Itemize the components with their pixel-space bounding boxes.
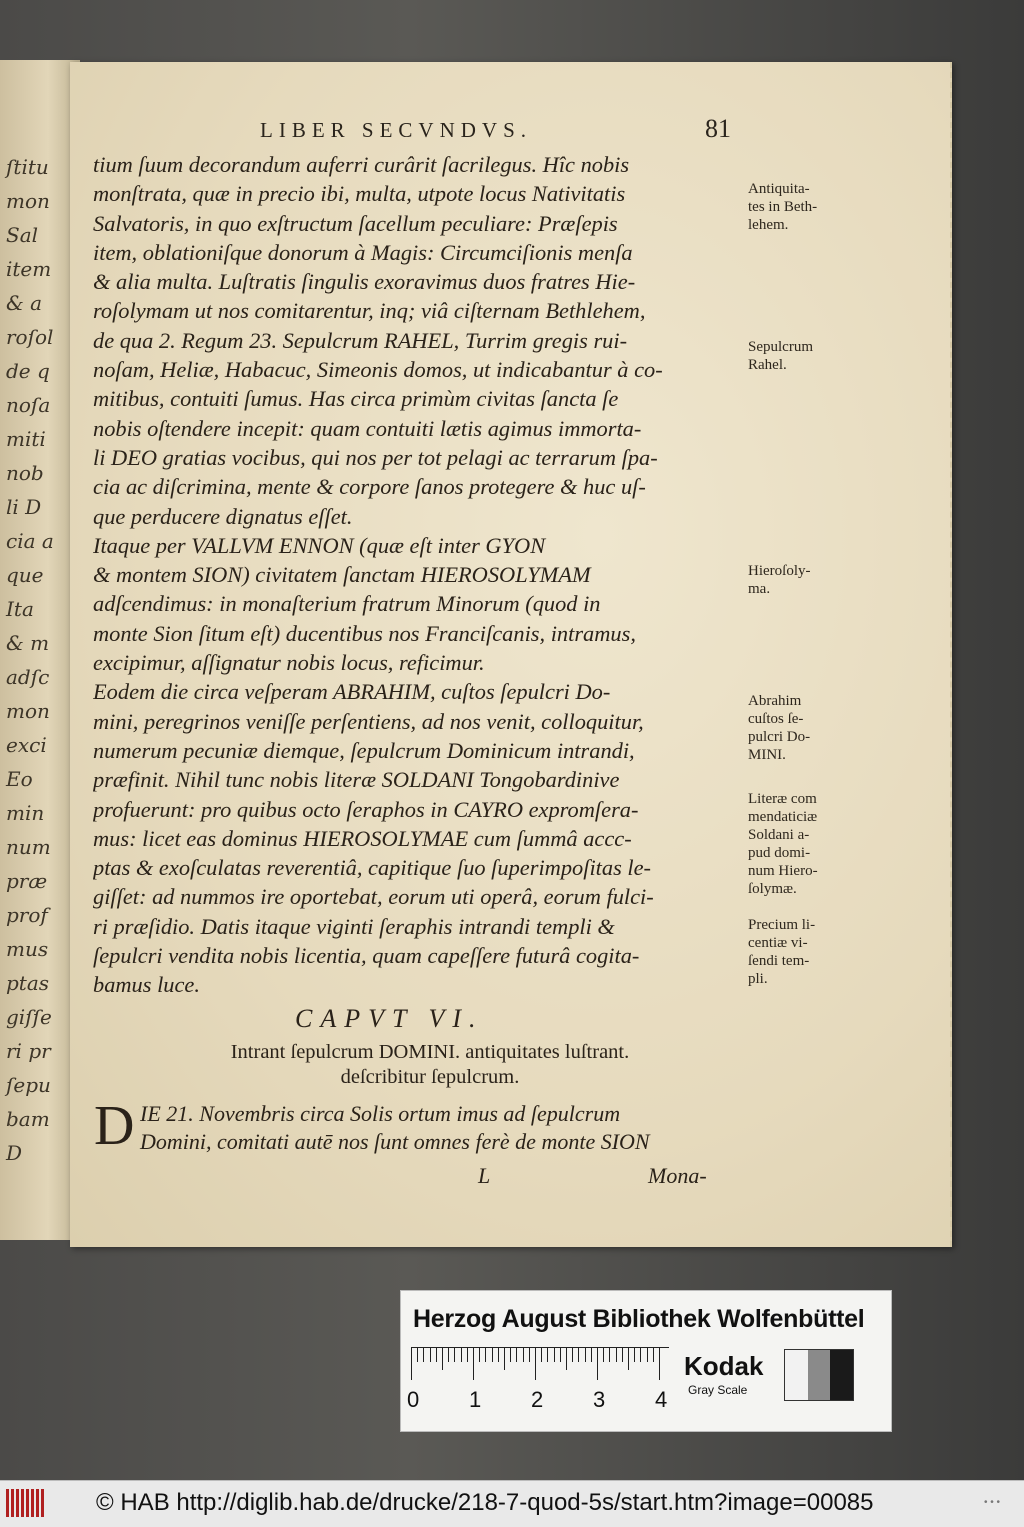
margin-note-antiquitates: Antiquita- tes in Beth- lehem. xyxy=(748,181,818,233)
facing-page-fragment: noſa xyxy=(6,393,51,417)
margin-note-precium: Precium li- centiæ vi- ſendi tem- pli. xyxy=(748,917,816,987)
text-line: & montem SION) civitatem ſanctam HIEROSOLYMAM xyxy=(93,562,591,588)
ruler-tick xyxy=(523,1348,524,1362)
gray-patch xyxy=(785,1350,808,1400)
ruler-tick xyxy=(510,1348,511,1362)
ruler-tick xyxy=(603,1348,604,1362)
margin-note-sepulcrum-rahel: Sepulcrum Rahel. xyxy=(748,339,813,373)
ruler-tick xyxy=(591,1348,592,1362)
text-line: ptas & exoſculatas reverentiâ, capitique ſuo ſuperimpoſitas le- xyxy=(93,855,652,881)
ruler-tick xyxy=(653,1348,654,1362)
margin-note-hierosolyma: Hieroſoly- ma. xyxy=(748,563,811,597)
gray-patch xyxy=(830,1350,853,1400)
ruler-tick xyxy=(417,1348,418,1362)
facing-page-fragment: bam xyxy=(6,1107,50,1131)
text-line: ſepulcri vendita nobis licentia, quam capeſſere futurâ cogita- xyxy=(93,943,640,969)
facing-page-fragment: li D xyxy=(6,495,42,519)
text-line: Domini, comitati autē nos ſunt omnes ferè de monte SION xyxy=(140,1129,650,1154)
ruler-tick xyxy=(659,1348,660,1380)
facing-page-fragment: & a xyxy=(6,291,43,315)
barcode-icon xyxy=(6,1489,46,1517)
gray-scale-label: Gray Scale xyxy=(688,1383,748,1397)
catchword: Mona- xyxy=(648,1163,707,1188)
ruler-tick xyxy=(541,1348,542,1362)
ruler-tick xyxy=(529,1348,530,1362)
ruler-tick xyxy=(436,1348,437,1362)
facing-page-fragment: mon xyxy=(6,189,50,213)
ruler-tick xyxy=(461,1348,462,1362)
facing-page-fragment: de q xyxy=(6,359,50,383)
chapter-opening-text xyxy=(140,1100,740,1156)
facing-page-fragment: item xyxy=(6,257,52,281)
margin-note-literae: Literæ com mendaticiæ Soldani a- pud domi- num Hiero- ſolymæ. xyxy=(748,791,818,897)
facing-page-fragment: giſſe xyxy=(6,1005,52,1029)
ruler-tick xyxy=(616,1348,617,1362)
text-line: mitibus, contuiti ſumus. Has circa primùm civitas ſancta ſe xyxy=(93,386,619,412)
scale-number: 3 xyxy=(593,1387,606,1412)
ruler-tick xyxy=(430,1348,431,1362)
signature-mark: L xyxy=(478,1163,491,1188)
scale-ruler xyxy=(411,1347,669,1380)
text-line: præfinit. Nihil tunc nobis literæ SOLDANI Tongobardinive xyxy=(93,767,620,793)
facing-page-fragment: Sal xyxy=(6,223,39,247)
ruler-tick xyxy=(628,1348,629,1370)
ruler-tick xyxy=(448,1348,449,1362)
text-line: Salvatoris, in quo exſtructum ſacellum peculiare: Præſepis xyxy=(93,210,618,236)
gray-patches xyxy=(784,1349,854,1401)
margin-note-abrahim: Abrahim cuſtos ſe- pulcri Do- MINI. xyxy=(748,693,811,763)
facing-page-fragment: & m xyxy=(6,631,50,655)
facing-page-fragment: ſtitu xyxy=(6,155,49,179)
kodak-logo: Kodak xyxy=(684,1351,764,1381)
facing-page-fragment: mus xyxy=(6,937,49,961)
text-line: IE 21. Novembris circa Solis ortum imus ad ſepulcrum xyxy=(140,1101,621,1126)
text-line: numerum pecuniæ diemque, ſepulcrum Dominicum intrandi, xyxy=(93,737,635,763)
ruler-tick xyxy=(479,1348,480,1362)
facing-page-fragment: que xyxy=(6,563,44,587)
facing-page-fragment: mon xyxy=(6,699,50,723)
text-line: giſſet: ad nummos ire oportebat, eorum uti operâ, eorum fulci- xyxy=(93,884,654,910)
copyright-url[interactable]: © HAB http://diglib.hab.de/drucke/218-7-quod-5s/start.htm?image=00085 xyxy=(96,1489,874,1516)
main-text-block xyxy=(93,150,743,1000)
ruler-tick xyxy=(516,1348,517,1362)
ruler-tick xyxy=(411,1348,412,1380)
viewer-footer xyxy=(0,1480,1024,1527)
text-line: & alia multa. Luſtratis ſingulis exoravimus duos fratres Hie- xyxy=(93,269,636,295)
scale-number: 4 xyxy=(655,1387,668,1412)
facing-page-fragment: prof xyxy=(6,903,48,927)
ruler-tick xyxy=(634,1348,635,1362)
ruler-tick xyxy=(640,1348,641,1362)
text-line: roſolymam ut nos comitarentur, inq; viâ ciſternam Bethlehem, xyxy=(93,298,646,324)
ruler-tick xyxy=(566,1348,567,1370)
text-line: monſtrata, quæ in precio ibi, multa, utpote locus Nativitatis xyxy=(93,181,626,207)
facing-page-fragment: ri pr xyxy=(6,1039,51,1063)
text-line: profuerunt: pro quibus octo ſeraphos in CAYRO expromſera- xyxy=(93,796,639,822)
chapter-summary xyxy=(150,1040,710,1090)
ruler-tick xyxy=(597,1348,598,1380)
facing-page-fragment: D xyxy=(6,1141,23,1165)
text-line: Itaque per VALLVM ENNON (quæ eſt inter GYON xyxy=(93,532,546,558)
ruler-tick xyxy=(485,1348,486,1362)
scale-number: 1 xyxy=(469,1387,482,1412)
facing-page-fragment: adſc xyxy=(6,665,50,689)
color-target-card xyxy=(400,1290,892,1432)
facing-page-edge xyxy=(0,60,80,1240)
ruler-tick xyxy=(554,1348,555,1362)
facing-page-fragment: præ xyxy=(6,869,48,893)
gray-patch xyxy=(808,1350,831,1400)
text-line: nobis oſtendere incepit: quam contuiti lætis agimus immorta- xyxy=(93,415,642,441)
ruler-tick xyxy=(647,1348,648,1362)
ruler-tick xyxy=(535,1348,536,1380)
text-line: li DEO gratias vocibus, qui nos per tot pelagi ac terrarum ſpa- xyxy=(93,444,658,470)
ruler-tick xyxy=(423,1348,424,1362)
facing-page-fragment: ſepu xyxy=(6,1073,51,1097)
text-line: cia ac diſcrimina, mente & corpore ſanos protegere & huc uſ- xyxy=(93,474,646,500)
ruler-tick xyxy=(547,1348,548,1362)
text-line: bamus luce. xyxy=(93,972,200,998)
ruler-tick xyxy=(473,1348,474,1380)
facing-page-fragment: min xyxy=(6,801,45,825)
ruler-tick xyxy=(498,1348,499,1362)
facing-page-fragment: Ita xyxy=(6,597,34,621)
text-line: que perducere dignatus eſſet. xyxy=(93,503,353,529)
facing-page-fragment: ptas xyxy=(6,971,50,995)
ruler-tick xyxy=(578,1348,579,1362)
drop-initial: D xyxy=(94,1095,135,1157)
text-line: ri præſidio. Datis itaque viginti ſeraphis intrandi templi & xyxy=(93,913,615,939)
ruler-tick xyxy=(454,1348,455,1362)
facing-page-fragment: miti xyxy=(6,427,46,451)
chapter-title: CAPVT VI. xyxy=(295,1004,484,1033)
ruler-tick xyxy=(585,1348,586,1362)
scale-number: 0 xyxy=(407,1387,420,1412)
facing-page-fragment: num xyxy=(6,835,51,859)
text-line: monte Sion ſitum eſt) ducentibus nos Franciſcanis, intramus, xyxy=(93,620,636,646)
ruler-tick xyxy=(504,1348,505,1370)
library-name: Herzog August Bibliothek Wolfenbüttel xyxy=(413,1305,865,1333)
text-line: excipimur, aſſignatur nobis locus, reficimur. xyxy=(93,650,485,676)
ruler-tick xyxy=(492,1348,493,1362)
more-dots-icon[interactable]: • • • xyxy=(983,1497,1000,1508)
ruler-tick xyxy=(609,1348,610,1362)
text-line: de qua 2. Regum 23. Sepulcrum RAHEL, Turrim gregis rui- xyxy=(93,327,628,353)
ruler-tick xyxy=(572,1348,573,1362)
text-line: mini, peregrinos veniſſe perſentiens, ad nos venit, colloquitur, xyxy=(93,708,644,734)
text-line: item, oblationiſque donorum à Magis: Circumciſionis menſa xyxy=(93,239,633,265)
ruler-tick xyxy=(467,1348,468,1362)
ruler-tick xyxy=(560,1348,561,1362)
text-line: Eodem die circa veſperam ABRAHIM, cuſtos ſepulcri Do- xyxy=(93,679,611,705)
text-line: tium ſuum decorandum auferri curârit ſacrilegus. Hîc nobis xyxy=(93,152,630,177)
text-line: mus: licet eas dominus HIEROSOLYMAE cum ſummâ accc- xyxy=(93,825,632,851)
chapter-summary-line: Intrant ſepulcrum DOMINI. antiquitates luſtrant. xyxy=(230,1041,630,1063)
running-head: LIBER SECVNDVS. xyxy=(260,118,533,142)
text-line: noſam, Heliæ, Habacuc, Simeonis domos, ut indicabantur à co- xyxy=(93,357,663,383)
page-number: 81 xyxy=(705,114,731,143)
chapter-summary-line: deſcribitur ſepulcrum. xyxy=(340,1066,520,1088)
facing-page-fragment: roſol xyxy=(6,325,54,349)
facing-page-fragment: nob xyxy=(6,461,44,485)
ruler-tick xyxy=(442,1348,443,1370)
scale-number: 2 xyxy=(531,1387,544,1412)
facing-page-fragment: exci xyxy=(6,733,47,757)
facing-page-fragment: Eo xyxy=(6,767,33,791)
ruler-tick xyxy=(622,1348,623,1362)
text-line: adſcendimus: in monaſterium fratrum Minorum (quod in xyxy=(93,591,601,617)
facing-page-fragment: cia a xyxy=(6,529,54,553)
